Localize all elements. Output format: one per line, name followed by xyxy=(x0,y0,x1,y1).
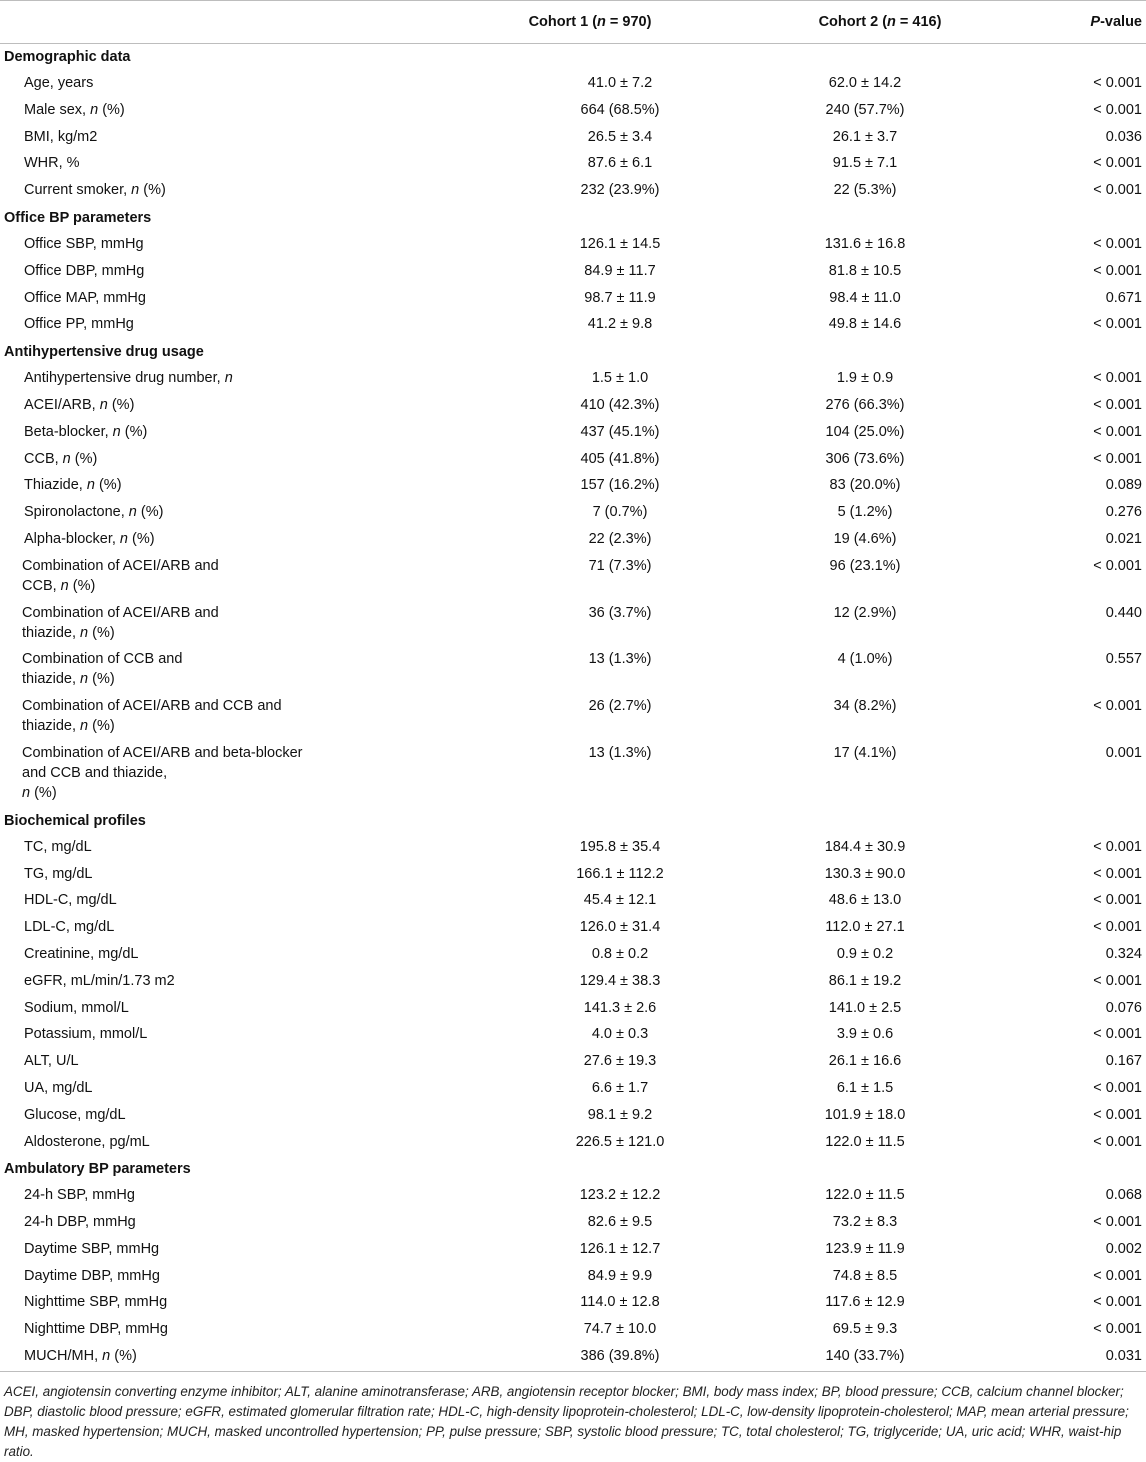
cohort2-value: 122.0 ± 11.5 xyxy=(825,1187,905,1204)
cohort2-value: 0.9 ± 0.2 xyxy=(836,945,894,962)
table-row xyxy=(0,862,1146,889)
table-row xyxy=(0,1076,1146,1103)
row-label-text: Office PP, mmHg xyxy=(24,316,134,333)
row-label-text: TC, mg/dL xyxy=(24,838,92,855)
cohort1-value: 1.5 ± 1.0 xyxy=(591,370,649,387)
row-label xyxy=(0,647,425,694)
row-label xyxy=(0,178,425,205)
cohort2-value: 4 (1.0%) xyxy=(837,651,893,668)
cohort1-value: 0.8 ± 0.2 xyxy=(591,945,649,962)
p-value: 0.068 xyxy=(1105,1187,1142,1204)
table-row xyxy=(0,259,1146,286)
table-row xyxy=(0,1317,1146,1344)
table-row xyxy=(0,1103,1146,1130)
section-title: Antihypertensive drug usage xyxy=(4,344,204,361)
row-label-n: n xyxy=(119,530,128,547)
row-label xyxy=(0,1317,425,1344)
cohort2-value: 1.9 ± 0.9 xyxy=(836,370,894,387)
p-value: < 0.001 xyxy=(1093,1133,1142,1150)
row-label-line2: and CCB and thiazide, xyxy=(22,764,168,781)
p-value: 0.440 xyxy=(1105,604,1142,621)
row-label-text: Male sex, xyxy=(24,101,91,118)
row-label-text: TG, mg/dL xyxy=(24,865,93,882)
row-label-text: ACEI/ARB, xyxy=(24,396,100,413)
cohort2-value: 240 (57.7%) xyxy=(825,101,905,118)
cohort2-value: 19 (4.6%) xyxy=(833,530,897,547)
row-label xyxy=(0,1344,425,1371)
header-p-value: P-value xyxy=(1005,1,1146,44)
row-label-text: Alpha-blocker, xyxy=(24,530,120,547)
p-value: < 0.001 xyxy=(1093,1026,1142,1043)
row-label xyxy=(0,473,425,500)
row-label-tail: (%) xyxy=(139,182,166,199)
p-value: 0.324 xyxy=(1105,945,1142,962)
cohort2-value: 69.5 ± 9.3 xyxy=(832,1321,898,1338)
header-cohort2: Cohort 2 (n = 416) xyxy=(755,1,1005,44)
row-label-text: HDL-C, mg/dL xyxy=(24,892,117,909)
table-row xyxy=(0,71,1146,98)
table-row xyxy=(0,601,1146,648)
row-label-tail: (%) xyxy=(70,450,98,467)
cohort2-value: 12 (2.9%) xyxy=(833,604,897,621)
cohort2-value: 74.8 ± 8.5 xyxy=(832,1267,898,1284)
p-value: < 0.001 xyxy=(1093,698,1142,715)
cohort1-value: 82.6 ± 9.5 xyxy=(587,1214,653,1231)
cohort1-value: 386 (39.8%) xyxy=(425,1344,755,1371)
row-label-n: n xyxy=(90,101,99,118)
p-value: < 0.001 xyxy=(1093,1267,1142,1284)
table-row xyxy=(0,835,1146,862)
table-row xyxy=(0,527,1146,554)
row-label xyxy=(0,500,425,527)
row-label-n: n xyxy=(102,1348,111,1365)
p-value: < 0.001 xyxy=(1093,1294,1142,1311)
cohort1-value: 410 (42.3%) xyxy=(580,396,660,413)
table-row xyxy=(0,888,1146,915)
p-value: < 0.001 xyxy=(1093,396,1142,413)
table-row xyxy=(0,1183,1146,1210)
row-label-text: Office DBP, mmHg xyxy=(24,262,145,279)
row-label-text: Nighttime DBP, mmHg xyxy=(24,1321,168,1338)
row-label-n: n xyxy=(112,423,121,440)
table-header xyxy=(0,1,1146,44)
table-row xyxy=(0,741,1146,808)
row-label xyxy=(0,98,425,125)
cohort2-value: 96 (23.1%) xyxy=(829,557,901,574)
table-row xyxy=(0,366,1146,393)
row-label-tail: (%) xyxy=(88,624,115,641)
row-label-text: Age, years xyxy=(24,75,94,91)
header-row xyxy=(0,1,1146,44)
row-label xyxy=(0,1022,425,1049)
row-label-line2: thiazide, xyxy=(22,624,81,641)
cohort2-value: 141.0 ± 2.5 xyxy=(828,999,902,1016)
table-row xyxy=(0,98,1146,125)
cohort1-value: 22 (2.3%) xyxy=(588,530,652,547)
p-value: < 0.001 xyxy=(1093,838,1142,855)
row-label-n: n xyxy=(60,577,69,594)
row-label-text: Combination of ACEI/ARB and xyxy=(22,557,219,574)
p-value: 0.276 xyxy=(1105,504,1142,521)
p-value: < 0.001 xyxy=(1093,155,1142,172)
cohort2-value: 140 (33.7%) xyxy=(755,1344,1005,1371)
cohort1-value: 126.1 ± 12.7 xyxy=(579,1240,661,1257)
table-row xyxy=(0,942,1146,969)
cohort1-value: 74.7 ± 10.0 xyxy=(583,1321,657,1338)
row-label xyxy=(0,1049,425,1076)
row-label-text: Daytime SBP, mmHg xyxy=(24,1240,160,1257)
row-label xyxy=(0,1264,425,1291)
table-row xyxy=(0,915,1146,942)
row-label-text: WHR, % xyxy=(24,155,80,172)
row-label-text: UA, mg/dL xyxy=(24,1079,93,1096)
row-label xyxy=(0,862,425,889)
cohort1-value: 41.2 ± 9.8 xyxy=(587,316,653,333)
cohort2-value: 81.8 ± 10.5 xyxy=(828,262,902,279)
row-label xyxy=(0,694,425,741)
row-label-n: n xyxy=(80,624,89,641)
cohort2-value: 101.9 ± 18.0 xyxy=(824,1106,906,1123)
cohort2-value: 306 (73.6%) xyxy=(825,450,905,467)
table-row xyxy=(0,969,1146,996)
cohort2-value: 98.4 ± 11.0 xyxy=(829,289,901,306)
cohort2-value: 22 (5.3%) xyxy=(833,182,897,199)
table-row xyxy=(0,393,1146,420)
row-label-tail: (%) xyxy=(30,784,57,801)
row-label-text: CCB, xyxy=(24,450,63,467)
cohort2-value: 83 (20.0%) xyxy=(829,477,901,494)
cohort1-value: 87.6 ± 6.1 xyxy=(587,155,653,172)
p-value: < 0.001 xyxy=(1093,1214,1142,1231)
header-cohort1: Cohort 1 (n = 970) xyxy=(425,1,755,44)
table-row xyxy=(0,554,1146,601)
row-label xyxy=(0,393,425,420)
cohort2-value: 91.5 ± 7.1 xyxy=(832,155,898,172)
cohort1-value: 98.7 ± 11.9 xyxy=(584,289,656,306)
row-label-text: Glucose, mg/dL xyxy=(24,1106,126,1123)
row-label-text: Office MAP, mmHg xyxy=(24,289,146,306)
row-label xyxy=(0,1237,425,1264)
row-label-text: Nighttime SBP, mmHg xyxy=(24,1294,168,1311)
row-label xyxy=(0,888,425,915)
row-label-n: n xyxy=(86,477,95,494)
cohort2-value: 48.6 ± 13.0 xyxy=(828,892,902,909)
section-header-row xyxy=(0,339,1146,366)
row-label-text: Creatinine, mg/dL xyxy=(24,945,139,962)
row-label xyxy=(0,554,425,601)
cohort2-value: 86.1 ± 19.2 xyxy=(828,972,902,989)
row-label xyxy=(0,420,425,447)
table-footnote: ACEI, angiotensin converting enzyme inhibitor; ALT, alanine aminotransferase; ARB, angiotensin receptor blocker; BMI, body mass index; BP, blood pressure; CCB, calcium channel blocker; DBP, diastolic blood pressure; eGFR, estimated glomerular filtration rate; HDL-C, high-density lipoprotein-cholesterol; LDL-C, low-density lipoprotein-cholesterol; MAP, mean arterial pressure; MH, masked hypertension; MUCH, masked uncontrolled hypertension; PP, pulse pressure; SBP, systolic blood pressure; TC, total cholesterol; TG, triglyceride; UA, uric acid; WHR, waist-hip ratio. xyxy=(4,1383,1129,1459)
cohort1-value: 84.9 ± 11.7 xyxy=(584,262,656,279)
row-label xyxy=(0,996,425,1023)
table-row xyxy=(0,178,1146,205)
table-row xyxy=(0,1344,1146,1371)
cohort2-value: 117.6 ± 12.9 xyxy=(825,1294,905,1311)
section-title: Ambulatory BP parameters xyxy=(4,1161,191,1178)
row-label-tail: (%) xyxy=(128,530,155,547)
row-label-n: n xyxy=(99,396,108,413)
section-title: Biochemical profiles xyxy=(4,812,146,829)
p-value: < 0.001 xyxy=(1093,316,1142,333)
cohort1-value: 6.6 ± 1.7 xyxy=(591,1079,649,1096)
row-label xyxy=(0,366,425,393)
section-header-row xyxy=(0,808,1146,835)
cohort1-value: 7 (0.7%) xyxy=(592,504,648,521)
p-value: 0.671 xyxy=(1105,289,1142,306)
cohort2-value: 104 (25.0%) xyxy=(825,423,905,440)
table-row xyxy=(0,500,1146,527)
cohort2-value: 34 (8.2%) xyxy=(833,698,897,715)
cohort2-value: 130.3 ± 90.0 xyxy=(824,865,906,882)
row-label-text: Combination of ACEI/ARB and CCB and xyxy=(22,698,282,715)
cohort1-value: 13 (1.3%) xyxy=(588,651,652,668)
p-value: < 0.001 xyxy=(1093,972,1142,989)
cohort2-value: 6.1 ± 1.5 xyxy=(836,1079,894,1096)
cohort2-value: 112.0 ± 27.1 xyxy=(825,919,905,936)
p-value: 0.089 xyxy=(1105,477,1142,494)
cohort1-value: 232 (23.9%) xyxy=(580,182,660,199)
row-label xyxy=(0,835,425,862)
row-label-n: n xyxy=(131,182,140,199)
cohort2-value: 123.9 ± 11.9 xyxy=(825,1240,905,1257)
row-label-text: ALT, U/L xyxy=(24,1053,79,1070)
row-label xyxy=(0,286,425,313)
row-label xyxy=(0,1076,425,1103)
p-value: 0.036 xyxy=(1105,128,1142,145)
p-value: 0.031 xyxy=(1005,1344,1146,1371)
row-label-text: Combination of CCB and xyxy=(22,651,183,668)
p-value: 0.021 xyxy=(1105,530,1142,547)
row-label xyxy=(0,942,425,969)
section-header-row xyxy=(0,205,1146,232)
cohort1-value: 437 (45.1%) xyxy=(580,423,660,440)
cohort1-value: 36 (3.7%) xyxy=(588,604,652,621)
table-body xyxy=(0,44,1146,1372)
row-label xyxy=(0,1103,425,1130)
table-row xyxy=(0,694,1146,741)
row-label-text: BMI, kg/m2 xyxy=(24,128,98,145)
cohort1-value: 26 (2.7%) xyxy=(588,698,652,715)
p-value: < 0.001 xyxy=(1093,262,1142,279)
cohort1-value: 195.8 ± 35.4 xyxy=(579,838,661,855)
row-label-n: n xyxy=(128,504,137,521)
row-label-tail: (%) xyxy=(94,477,122,494)
table-row xyxy=(0,1130,1146,1157)
cohort1-value: 45.4 ± 12.1 xyxy=(583,892,657,909)
row-label-text: 24-h DBP, mmHg xyxy=(24,1214,136,1231)
row-label-n: n xyxy=(80,671,89,688)
cohort2-value: 49.8 ± 14.6 xyxy=(828,316,902,333)
p-value: < 0.001 xyxy=(1093,865,1142,882)
p-value: < 0.001 xyxy=(1093,892,1142,909)
table-row xyxy=(0,1049,1146,1076)
table-row xyxy=(0,1237,1146,1264)
cohort1-value: 98.1 ± 9.2 xyxy=(587,1106,653,1123)
p-value: < 0.001 xyxy=(1093,423,1142,440)
row-label-line2: thiazide, xyxy=(22,718,81,735)
row-label xyxy=(0,969,425,996)
table-row xyxy=(0,420,1146,447)
cohort1-value: 114.0 ± 12.8 xyxy=(580,1294,660,1311)
row-label-text: MUCH/MH, xyxy=(24,1348,103,1365)
row-label-text: Thiazide, xyxy=(24,477,87,494)
p-value: < 0.001 xyxy=(1093,450,1142,467)
p-value: < 0.001 xyxy=(1093,75,1142,91)
header-label-cell xyxy=(0,1,425,44)
cohort1-value: 405 (41.8%) xyxy=(580,450,660,467)
row-label xyxy=(0,527,425,554)
row-label-text: LDL-C, mg/dL xyxy=(24,919,115,936)
section-header-row xyxy=(0,44,1146,72)
row-label xyxy=(0,125,425,152)
cohort2-value: 17 (4.1%) xyxy=(833,744,897,761)
cohort1-value: 129.4 ± 38.3 xyxy=(579,972,661,989)
cohort1-value: 13 (1.3%) xyxy=(588,744,652,761)
row-label-text: Daytime DBP, mmHg xyxy=(24,1267,160,1284)
row-label-text: Aldosterone, pg/mL xyxy=(24,1133,150,1150)
row-label-text: Potassium, mmol/L xyxy=(24,1026,148,1043)
cohort2-value: 5 (1.2%) xyxy=(837,504,893,521)
cohort2-value: 276 (66.3%) xyxy=(825,396,905,413)
row-label-line2: thiazide, xyxy=(22,671,81,688)
table-row xyxy=(0,473,1146,500)
row-label-tail: (%) xyxy=(107,396,135,413)
row-label-tail: (%) xyxy=(120,423,148,440)
cohort2-value: 73.2 ± 8.3 xyxy=(832,1214,898,1231)
row-label-text: eGFR, mL/min/1.73 m2 xyxy=(24,972,175,989)
row-label-tail: (%) xyxy=(68,577,96,594)
row-label-text: Combination of ACEI/ARB and beta-blocker xyxy=(22,744,303,761)
row-label xyxy=(0,741,425,808)
row-label xyxy=(0,259,425,286)
row-label xyxy=(0,447,425,474)
row-label xyxy=(0,601,425,648)
table-row xyxy=(0,286,1146,313)
row-label xyxy=(0,1210,425,1237)
row-label-text: Sodium, mmol/L xyxy=(24,999,129,1016)
p-value: 0.002 xyxy=(1105,1240,1142,1257)
p-value: < 0.001 xyxy=(1093,1079,1142,1096)
p-value: < 0.001 xyxy=(1093,101,1142,118)
p-value: 0.167 xyxy=(1105,1053,1142,1070)
cohort1-value: 84.9 ± 9.9 xyxy=(587,1267,653,1284)
row-label-text: Spironolactone, xyxy=(24,504,129,521)
section-header-row xyxy=(0,1156,1146,1183)
table-row xyxy=(0,312,1146,339)
cohort1-value: 27.6 ± 19.3 xyxy=(583,1053,657,1070)
table-row xyxy=(0,1210,1146,1237)
cohort2-value: 26.1 ± 16.6 xyxy=(828,1053,902,1070)
row-label-text: Office SBP, mmHg xyxy=(24,235,144,252)
section-title: Demographic data xyxy=(4,49,131,65)
p-value: < 0.001 xyxy=(1093,1106,1142,1123)
row-label-tail: (%) xyxy=(88,718,115,735)
row-label-tail: (%) xyxy=(110,1348,137,1365)
table-row xyxy=(0,1022,1146,1049)
row-label-n: n xyxy=(224,370,233,387)
row-label-text: Beta-blocker, xyxy=(24,423,113,440)
row-label-line2: CCB, xyxy=(22,577,61,594)
table-row xyxy=(0,232,1146,259)
cohort2-value: 184.4 ± 30.9 xyxy=(824,838,906,855)
p-value: 0.076 xyxy=(1105,999,1142,1016)
row-label-n: n xyxy=(22,784,31,801)
p-value: < 0.001 xyxy=(1093,1321,1142,1338)
row-label-text: Current smoker, xyxy=(24,182,132,199)
cohort2-value: 3.9 ± 0.6 xyxy=(836,1026,894,1043)
cohort1-value: 41.0 ± 7.2 xyxy=(587,75,653,91)
row-label xyxy=(0,232,425,259)
cohort1-value: 664 (68.5%) xyxy=(580,101,660,118)
p-value: 0.001 xyxy=(1105,744,1142,761)
cohort1-value: 157 (16.2%) xyxy=(580,477,660,494)
table-row xyxy=(0,447,1146,474)
row-label xyxy=(0,1290,425,1317)
row-label-tail: (%) xyxy=(98,101,125,118)
table-row xyxy=(0,647,1146,694)
cohort1-value: 26.5 ± 3.4 xyxy=(587,128,653,145)
p-value: < 0.001 xyxy=(1093,919,1142,936)
p-value: < 0.001 xyxy=(1093,370,1142,387)
cohort2-value: 131.6 ± 16.8 xyxy=(824,235,906,252)
cohort1-value: 71 (7.3%) xyxy=(588,557,652,574)
p-value: 0.557 xyxy=(1105,651,1142,668)
cohort1-value: 226.5 ± 121.0 xyxy=(575,1133,665,1150)
row-label-text: 24-h SBP, mmHg xyxy=(24,1187,135,1204)
p-value: < 0.001 xyxy=(1093,182,1142,199)
row-label-tail: (%) xyxy=(88,671,115,688)
table-row xyxy=(0,151,1146,178)
row-label-text: Antihypertensive drug number, xyxy=(24,370,225,387)
row-label xyxy=(0,71,425,98)
row-label xyxy=(0,1130,425,1157)
cohort1-value: 166.1 ± 112.2 xyxy=(576,865,664,882)
cohort2-value: 122.0 ± 11.5 xyxy=(825,1133,905,1150)
cohort1-value: 123.2 ± 12.2 xyxy=(579,1187,661,1204)
cohort1-value: 126.1 ± 14.5 xyxy=(579,235,661,252)
row-label-tail: (%) xyxy=(136,504,164,521)
table-row xyxy=(0,1290,1146,1317)
table-row xyxy=(0,996,1146,1023)
table-row xyxy=(0,1264,1146,1291)
cohort1-value: 126.0 ± 31.4 xyxy=(579,919,661,936)
row-label xyxy=(0,1183,425,1210)
row-label xyxy=(0,312,425,339)
row-label-n: n xyxy=(62,450,71,467)
section-title: Office BP parameters xyxy=(4,209,152,226)
row-label xyxy=(0,151,425,178)
p-value: < 0.001 xyxy=(1093,557,1142,574)
cohort2-value: 26.1 ± 3.7 xyxy=(832,128,898,145)
p-value: < 0.001 xyxy=(1093,235,1142,252)
row-label-text: Combination of ACEI/ARB and xyxy=(22,604,219,621)
cohort1-value: 141.3 ± 2.6 xyxy=(583,999,657,1016)
row-label-n: n xyxy=(80,718,89,735)
row-label xyxy=(0,915,425,942)
table-row xyxy=(0,125,1146,152)
cohort2-value: 62.0 ± 14.2 xyxy=(828,75,902,91)
cohort1-value: 4.0 ± 0.3 xyxy=(591,1026,649,1043)
